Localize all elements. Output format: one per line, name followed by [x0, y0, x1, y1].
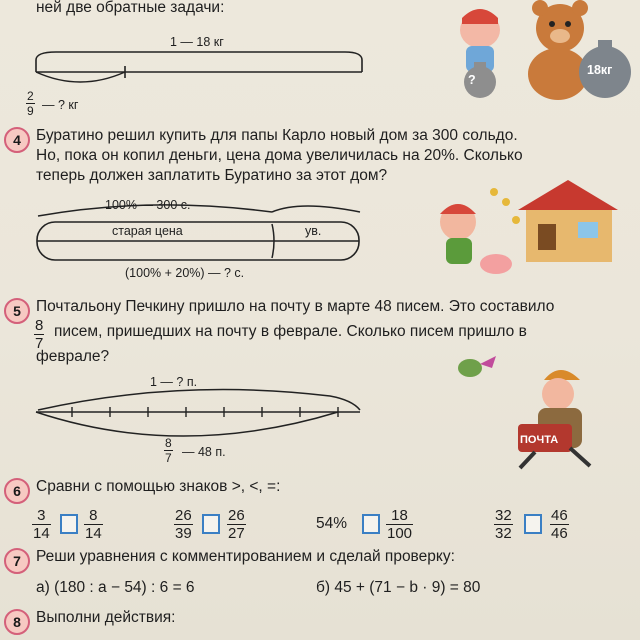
compare3-right-fraction — [386, 508, 413, 541]
task8-text: Выполни действия: — [36, 609, 176, 626]
diagram1-part-label: — ? кг — [42, 98, 79, 112]
mail-bag-label: ПОЧТА — [520, 434, 559, 446]
compare4-right-fraction — [550, 508, 569, 541]
task5-line1: Почтальону Печкину пришло на почту в марте 48 писем. Это составило — [36, 298, 555, 315]
fraction-numerator: 18 — [391, 507, 408, 524]
fraction-denominator: 32 — [495, 525, 512, 542]
fraction-numerator: 8 — [165, 436, 172, 450]
task6-number-badge: 6 — [4, 478, 30, 504]
task8-number-badge: 8 — [4, 609, 30, 635]
fraction-numerator: 26 — [228, 507, 245, 524]
fraction-denominator: 9 — [27, 104, 34, 118]
fraction-numerator: 8 — [35, 317, 44, 334]
fraction-denominator: 100 — [387, 525, 413, 542]
fraction-denominator: 7 — [165, 451, 172, 465]
task4-line1: Буратино решил купить для папы Карло новый дом за 300 сольдо. — [36, 127, 518, 144]
weight-18kg-label: 18кг — [587, 63, 613, 77]
fraction-denominator: 14 — [85, 525, 102, 542]
fraction-denominator: 14 — [33, 525, 50, 542]
task4-line2: Но, пока он копил деньги, цена дома увеличилась на 20%. Сколько — [36, 147, 523, 164]
compare4-left-fraction — [494, 508, 513, 541]
task7-equation-b: б) 45 + (71 − b · 9) = 80 — [316, 579, 481, 596]
compare1-right-fraction — [84, 508, 103, 541]
compare4-answer-box[interactable] — [524, 514, 542, 534]
task5-diagram-bottom: — 48 п. — [182, 445, 226, 459]
fraction-numerator: 46 — [551, 507, 568, 524]
task5-diagram-fraction — [164, 437, 173, 464]
task5-line3: феврале? — [36, 348, 110, 365]
task5-diagram-top: 1 — ? п. — [150, 375, 198, 389]
fraction-denominator: 39 — [175, 525, 192, 542]
buratino-house-illustration — [428, 180, 628, 280]
compare3-left-percent: 54% — [316, 515, 348, 532]
task4-diagram-top: 100% — 300 с. — [105, 198, 191, 212]
bear-weights-illustration — [440, 0, 640, 108]
compare2-right-fraction — [227, 508, 246, 541]
diagram1-fraction — [26, 90, 35, 117]
task4-old-price-label: старая цена — [112, 224, 183, 238]
fraction-numerator: 26 — [175, 507, 192, 524]
fraction-numerator: 3 — [37, 507, 46, 524]
task7-text: Реши уравнения с комментированием и сделай проверку: — [36, 548, 455, 565]
task5-line2: писем, пришедших на почту в феврале. Сколько писем пришло в — [54, 323, 527, 340]
fraction-numerator: 32 — [495, 507, 512, 524]
task7-equation-a: а) (180 : a − 54) : 6 = 6 — [36, 579, 195, 596]
compare2-left-fraction — [174, 508, 193, 541]
fraction-denominator: 46 — [551, 525, 568, 542]
compare1-left-fraction — [32, 508, 51, 541]
fraction-denominator: 7 — [35, 335, 44, 352]
task4-increase-label: ув. — [305, 224, 322, 238]
task4-number-badge: 4 — [4, 127, 30, 153]
task6-text: Сравни с помощью знаков >, <, =: — [36, 478, 281, 495]
intro-text: ней две обратные задачи: — [36, 0, 225, 16]
compare3-answer-box[interactable] — [362, 514, 380, 534]
task7-number-badge: 7 — [4, 548, 30, 574]
fraction-denominator: 27 — [228, 525, 245, 542]
task4-line3: теперь должен заплатить Буратино за этот дом? — [36, 167, 388, 184]
task5-number-badge: 5 — [4, 298, 30, 324]
fraction-numerator: 2 — [27, 89, 34, 103]
postman-illustration — [440, 350, 625, 470]
diagram1-total-label: 1 — 18 кг — [170, 35, 224, 49]
compare1-answer-box[interactable] — [60, 514, 78, 534]
compare2-answer-box[interactable] — [202, 514, 220, 534]
weight-question-label: ? — [468, 73, 476, 87]
fraction-numerator: 8 — [89, 507, 98, 524]
task4-diagram-bottom: (100% + 20%) — ? с. — [125, 266, 245, 280]
